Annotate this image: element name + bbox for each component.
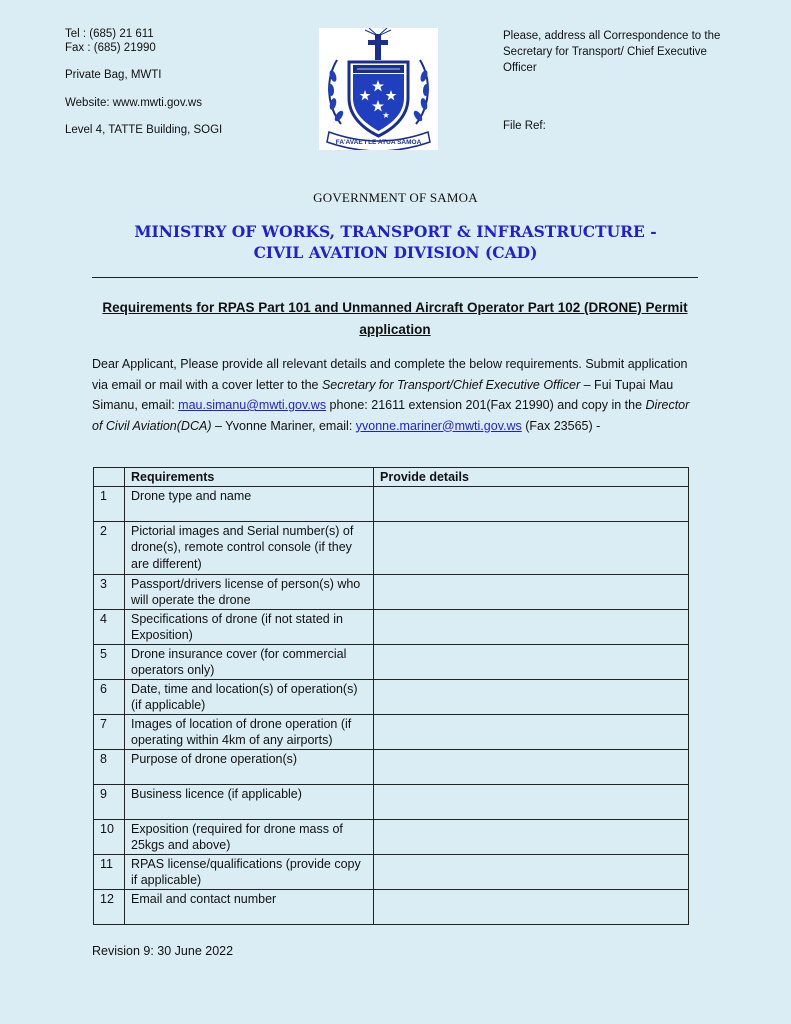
row-number: 6 xyxy=(94,679,125,714)
row-details-field[interactable] xyxy=(374,819,689,854)
row-requirement: Exposition (required for drone mass of 25kgs and above) xyxy=(125,819,374,854)
table-row xyxy=(94,854,689,889)
row-number: 11 xyxy=(94,854,125,889)
row-requirement: Date, time and location(s) of operation(s) (if applicable) xyxy=(125,679,374,714)
header-number xyxy=(94,468,125,487)
row-number: 7 xyxy=(94,714,125,749)
table-row xyxy=(94,714,689,749)
intro-text-3: phone: 21611 extension 201(Fax 21990) and copy in the xyxy=(326,398,646,412)
table-row xyxy=(94,679,689,714)
table-row xyxy=(94,644,689,679)
row-requirement: Drone insurance cover (for commercial operators only) xyxy=(125,644,374,679)
row-details-field[interactable] xyxy=(374,784,689,819)
director-title: Director of Civil Aviation(DCA) xyxy=(92,398,690,433)
intro-text-5: (Fax 23565) - xyxy=(521,418,601,433)
row-details-field[interactable] xyxy=(374,679,689,714)
ministry-heading-line2: CIVIL AVATION DIVISION (CAD) xyxy=(253,243,538,262)
row-details-field[interactable] xyxy=(374,574,689,609)
row-details-field[interactable] xyxy=(374,644,689,679)
row-number: 1 xyxy=(94,486,125,521)
row-number: 9 xyxy=(94,784,125,819)
row-details-field[interactable] xyxy=(374,714,689,749)
table-row xyxy=(94,521,689,574)
row-number: 10 xyxy=(94,819,125,854)
table-row xyxy=(94,486,689,521)
coat-of-arms-icon xyxy=(319,28,438,150)
row-number: 8 xyxy=(94,749,125,784)
table-row xyxy=(94,574,689,609)
table-row xyxy=(94,609,689,644)
logo-motto: FA'AVAE I LE ATUA SAMOA xyxy=(335,139,422,146)
contact-block xyxy=(65,28,222,138)
private-bag-line: Private Bag, MWTI xyxy=(65,69,162,82)
row-requirement: RPAS license/qualifications (provide copy if applicable) xyxy=(125,854,374,889)
secretary-email-link[interactable]: mau.simanu@mwti.gov.ws xyxy=(178,398,327,412)
row-details-field[interactable] xyxy=(374,889,689,924)
table-row xyxy=(94,889,689,924)
requirements-title-line1: Requirements for RPAS Part 101 and Unmanned Aircraft Operator Part 102 (DRONE) Permit xyxy=(102,300,688,315)
table-header-row xyxy=(94,468,689,487)
row-details-field[interactable] xyxy=(374,854,689,889)
row-number: 12 xyxy=(94,889,125,924)
row-details-field[interactable] xyxy=(374,486,689,521)
row-number: 4 xyxy=(94,609,125,644)
row-number: 5 xyxy=(94,644,125,679)
requirements-title xyxy=(92,297,698,341)
requirements-title-line2: application xyxy=(359,322,431,337)
requirements-table xyxy=(93,467,689,925)
intro-text-4: – Yvonne Mariner, email: xyxy=(211,418,356,433)
address-line: Level 4, TATTE Building, SOGI xyxy=(65,124,223,137)
row-details-field[interactable] xyxy=(374,521,689,574)
ministry-heading xyxy=(0,221,791,263)
website-line: Website: www.mwti.gov.ws xyxy=(65,96,202,109)
revision-note: Revision 9: 30 June 2022 xyxy=(92,944,234,958)
intro-text-2: – Fui Tupai Mau Simanu, email: xyxy=(92,377,674,412)
divider xyxy=(92,277,698,278)
row-requirement: Purpose of drone operation(s) xyxy=(125,749,374,784)
requirements-body xyxy=(94,486,689,924)
row-requirement: Drone type and name xyxy=(125,486,374,521)
samoa-coat-of-arms-logo xyxy=(319,28,438,150)
table-row xyxy=(94,784,689,819)
row-details-field[interactable] xyxy=(374,609,689,644)
row-requirement: Images of location of drone operation (if operating within 4km of any airports) xyxy=(125,714,374,749)
row-requirement: Email and contact number xyxy=(125,889,374,924)
tel-line: Tel : (685) 21 611 xyxy=(65,28,154,40)
row-details-field[interactable] xyxy=(374,749,689,784)
row-number: 2 xyxy=(94,521,125,574)
row-requirement: Business licence (if applicable) xyxy=(125,784,374,819)
intro-paragraph xyxy=(92,354,702,436)
ministry-heading-line1: MINISTRY OF WORKS, TRANSPORT & INFRASTRUCTURE - xyxy=(134,222,657,241)
header-requirements: Requirements xyxy=(125,468,374,487)
header-provide-details: Provide details xyxy=(374,468,689,487)
table-row xyxy=(94,819,689,854)
table-row xyxy=(94,749,689,784)
director-email-link[interactable]: yvonne.mariner@mwti.gov.ws xyxy=(355,418,522,433)
row-requirement: Specifications of drone (if not stated in Exposition) xyxy=(125,609,374,644)
correspondence-note: Please, address all Correspondence to the Secretary for Transport/ Chief Executive Officer xyxy=(503,30,721,75)
row-requirement: Passport/drivers license of person(s) who will operate the drone xyxy=(125,574,374,609)
row-number: 3 xyxy=(94,574,125,609)
row-requirement: Pictorial images and Serial number(s) of drone(s), remote control console (if they are different) xyxy=(125,521,374,574)
secretary-title: Secretary for Transport/Chief Executive Officer xyxy=(321,377,581,392)
file-ref-label: File Ref: xyxy=(503,120,546,132)
government-heading: GOVERNMENT OF SAMOA xyxy=(313,190,478,205)
fax-line: Fax : (685) 21990 xyxy=(65,41,156,54)
intro-text-1: Dear Applicant, Please provide all relevant details and complete the below requirements. Submit application via email or mail with a cover letter to the xyxy=(92,357,688,392)
